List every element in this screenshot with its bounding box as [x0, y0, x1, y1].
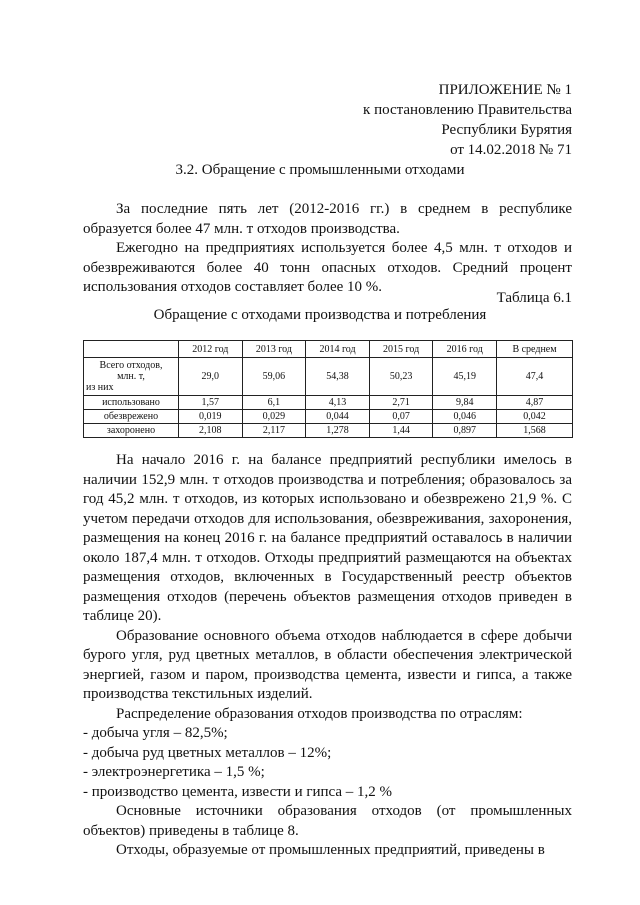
body-paragraph: Образование основного объема отходов наблюдается в сфере добычи бурого угля, руд цветных металлов, в области обеспечения электрической энергией, газом и паром, производства цемента, извести и гипса, а также производства текстильных изделий. — [83, 627, 572, 702]
table-cell: 0,019 — [179, 410, 243, 424]
table-header-cell: 2014 год — [306, 341, 370, 358]
table-cell: 0,044 — [306, 410, 370, 424]
table-header-cell: 2013 год — [242, 341, 306, 358]
table-cell: 1,44 — [369, 424, 433, 438]
list-item: - добыча угля – 82,5%; — [83, 725, 228, 741]
table-row — [84, 424, 573, 438]
table-header-cell: 2016 год — [433, 341, 497, 358]
table-cell: 4,87 — [497, 396, 573, 410]
table-cell: 1,568 — [497, 424, 573, 438]
row-label-line: из них — [86, 382, 114, 393]
list-item: - электроэнергетика – 1,5 %; — [83, 764, 265, 780]
table-row-label — [84, 358, 179, 396]
table-cell: 59,06 — [242, 358, 306, 396]
table-header-cell: 2012 год — [179, 341, 243, 358]
table-cell: 1,278 — [306, 424, 370, 438]
list-item: - производство цемента, извести и гипса – 1,2 % — [83, 783, 393, 800]
table-cell: 0,042 — [497, 410, 573, 424]
row-label-line: млн. т, — [117, 371, 145, 382]
table-cell: 4,13 — [306, 396, 370, 410]
table-cell: 0,897 — [433, 424, 497, 438]
intro-paragraph: За последние пять лет (2012-2016 гг.) в среднем в республике образуется более 47 млн. т отходов производства. — [83, 201, 572, 237]
intro-text — [83, 200, 572, 298]
appendix-date: от 14.02.2018 № 71 — [450, 142, 572, 158]
table-header-cell: В среднем — [497, 341, 573, 358]
body-paragraph: На начало 2016 г. на балансе предприятий республики имелось в наличии 152,9 млн. т отходов производства и потребления; образовалось за год 45,2 млн. т отходов, из которых использовано и обезврежено 21,9 %. С учетом передачи отходов для использования, обезвреживания, захоронения, размещения на конец 2016 г. на балансе предприятий оставалось в наличии около 187,4 млн. т отходов. Отходы предприятий размещаются на объектах размещения отходов, включенных в Государственный реестр объектов размещения отходов (перечень объектов размещения отходов приведен в таблице 20). — [83, 452, 572, 624]
appendix-header — [363, 80, 572, 160]
table-cell: 2,71 — [369, 396, 433, 410]
table-header-cell — [84, 341, 179, 358]
appendix-resolution: к постановлению Правительства — [363, 102, 572, 118]
table-number: Таблица 6.1 — [496, 290, 572, 306]
table-row-label: использовано — [84, 396, 179, 410]
table-cell: 0,029 — [242, 410, 306, 424]
appendix-title: ПРИЛОЖЕНИЕ № 1 — [438, 82, 572, 98]
section-title: 3.2. Обращение с промышленными отходами — [175, 162, 465, 178]
body-text — [83, 451, 572, 861]
waste-table — [83, 340, 573, 438]
table-row — [84, 396, 573, 410]
body-paragraph: Отходы, образуемые от промышленных предприятий, приведены в — [116, 842, 545, 858]
table-row — [84, 358, 573, 396]
table-header-cell: 2015 год — [369, 341, 433, 358]
appendix-republic: Республики Бурятия — [441, 122, 572, 138]
intro-paragraph: Ежегодно на предприятиях используется более 4,5 млн. т отходов и обезвреживаются более 40 тонн опасных отходов. Средний процент использования отходов составляет более 10 %. — [83, 240, 572, 295]
table-cell: 50,23 — [369, 358, 433, 396]
table-cell: 0,07 — [369, 410, 433, 424]
table-title: Обращение с отходами производства и потребления — [153, 307, 487, 323]
table-row — [84, 410, 573, 424]
table-cell: 1,57 — [179, 396, 243, 410]
body-paragraph: Распределение образования отходов производства по отраслям: — [116, 705, 523, 722]
table-header-row — [84, 341, 573, 358]
table-cell: 2,108 — [179, 424, 243, 438]
table-cell: 45,19 — [433, 358, 497, 396]
list-item: - добыча руд цветных металлов – 12%; — [83, 744, 332, 761]
body-paragraph: Основные источники образования отходов (от промышленных объектов) приведены в таблице 8. — [83, 803, 572, 839]
table-cell: 0,046 — [433, 410, 497, 424]
table-cell: 2,117 — [242, 424, 306, 438]
table-cell: 47,4 — [497, 358, 573, 396]
table-cell: 9,84 — [433, 396, 497, 410]
table-cell: 54,38 — [306, 358, 370, 396]
table-cell: 29,0 — [179, 358, 243, 396]
table-cell: 6,1 — [242, 396, 306, 410]
table-row-label: захоронено — [84, 424, 179, 438]
row-label-line: Всего отходов, — [99, 360, 163, 371]
table-row-label: обезврежено — [84, 410, 179, 424]
